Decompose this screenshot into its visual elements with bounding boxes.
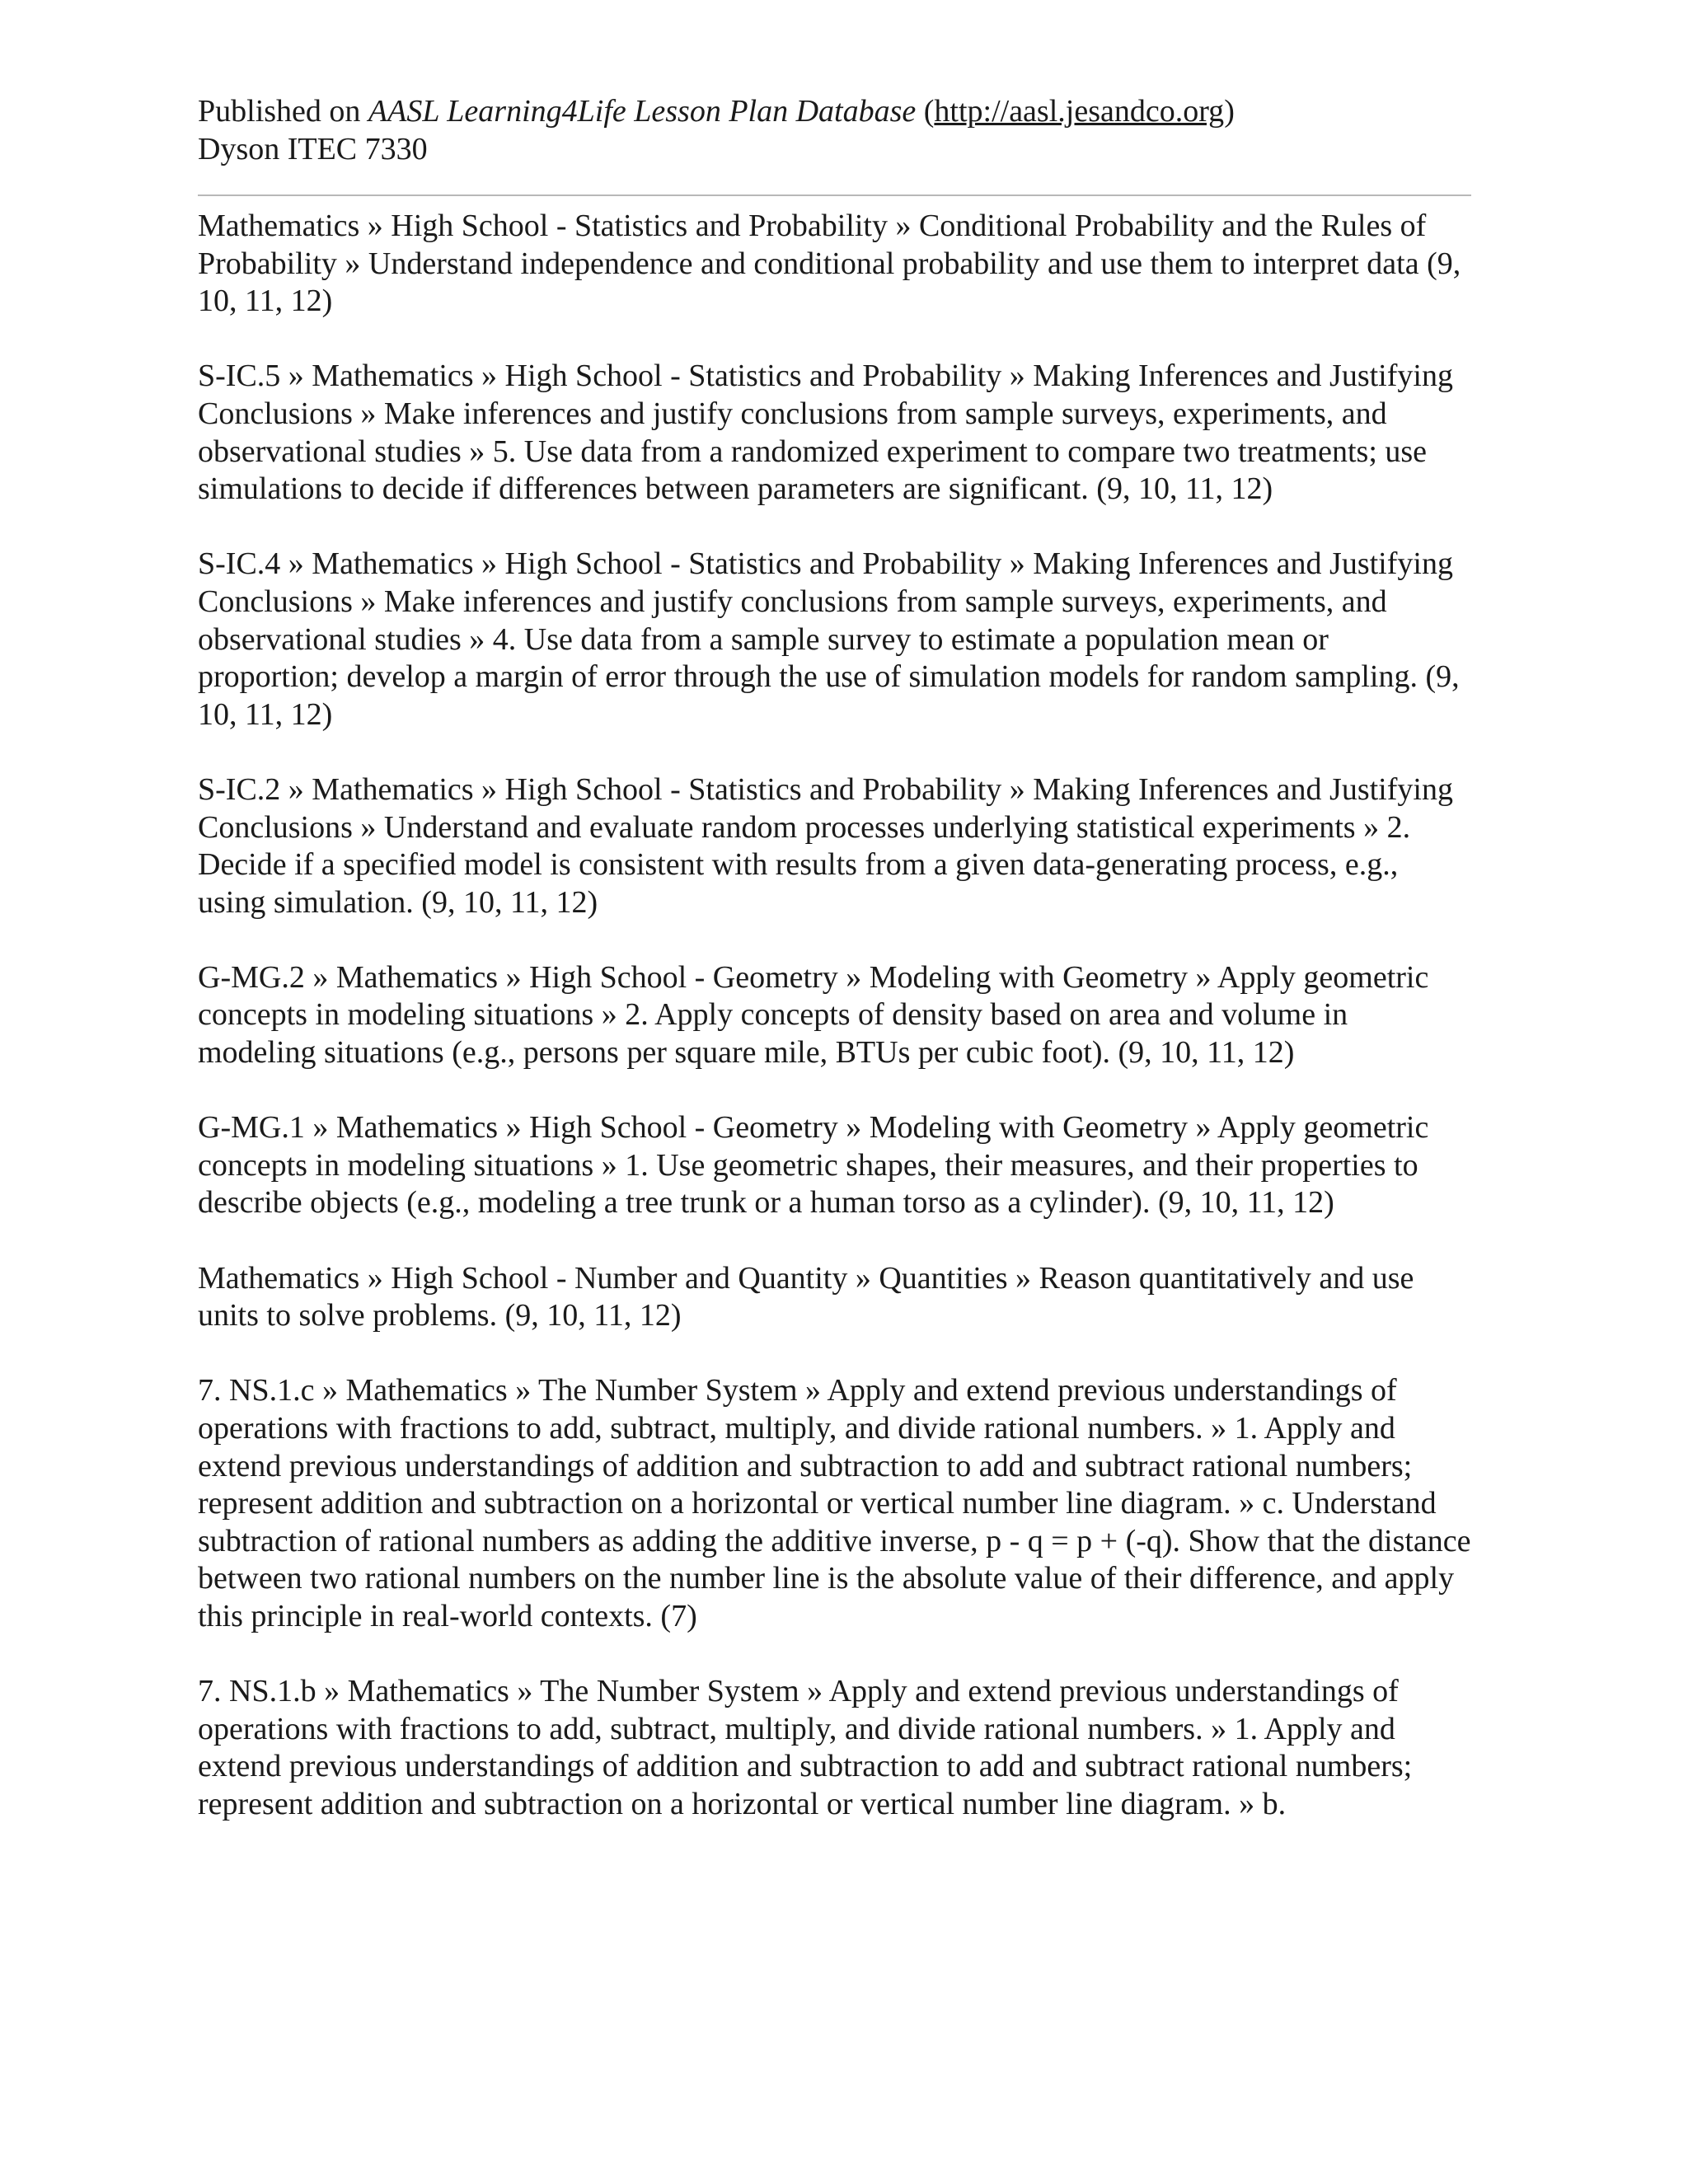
standard-entry: S-IC.5 » Mathematics » High School - Statistics and Probability » Making Inferences and Justifying Conclusions » Make inferences and justify conclusions from sample surveys, experiments, and observational studies » 5. Use data from a randomized experiment to compare two treatments; use simulations to decide if differences between parameters are significant. (9, 10, 11, 12)	[198, 359, 1453, 507]
standard-entry: S-IC.4 » Mathematics » High School - Statistics and Probability » Making Inferences and Justifying Conclusions » Make inferences and justify conclusions from sample surveys, experiments, and observational studies » 4. Use data from a sample survey to estimate a population mean or proportion; develop a margin of error through the use of simulation models for random sampling. (9, 10, 11, 12)	[198, 546, 1460, 732]
standards-list	[198, 208, 1471, 1824]
course-line: Dyson ITEC 7330	[198, 132, 428, 166]
document-page	[198, 92, 1471, 1861]
standard-entry: 7. NS.1.c » Mathematics » The Number System » Apply and extend previous understandings of operations with fractions to add, subtract, multiply, and divide rational numbers. » 1. Apply and extend previous understandings of addition and subtraction to add and subtract rational numbers; represent addition and subtraction on a horizontal or vertical number line diagram. » c. Understand subtraction of rational numbers as adding the additive inverse, p - q = p + (-q). Show that the distance between two rational numbers on the number line is the absolute value of their difference, and apply this principle in real-world contexts. (7)	[198, 1373, 1471, 1633]
standard-entry: S-IC.2 » Mathematics » High School - Statistics and Probability » Making Inferences and Justifying Conclusions » Understand and evaluate random processes underlying statistical experiments » 2. Decide if a specified model is consistent with results from a given data-generating process, e.g., using simulation. (9, 10, 11, 12)	[198, 771, 1453, 920]
link-close: )	[1224, 94, 1235, 129]
standard-entry: Mathematics » High School - Number and Quantity » Quantities » Reason quantitatively and use units to solve problems. (9, 10, 11, 12)	[198, 1260, 1414, 1333]
source-link[interactable]: http://aasl.jesandco.org	[934, 94, 1225, 129]
standard-entry: 7. NS.1.b » Mathematics » The Number System » Apply and extend previous understandings of operations with fractions to add, subtract, multiply, and divide rational numbers. » 1. Apply and extend previous understandings of addition and subtraction to add and subtract rational numbers; represent addition and subtraction on a horizontal or vertical number line diagram. » b.	[198, 1674, 1413, 1821]
published-prefix: Published on	[198, 94, 368, 129]
standard-entry: Mathematics » High School - Statistics and Probability » Conditional Probability and the Rules of Probability » Understand independence and conditional probability and use them to interpret data (9, 10, 11, 12)	[198, 209, 1461, 319]
standard-entry: G-MG.1 » Mathematics » High School - Geometry » Modeling with Geometry » Apply geometric concepts in modeling situations » 1. Use geometric shapes, their measures, and their properties to describe objects (e.g., modeling a tree trunk or a human torso as a cylinder). (9, 10, 11, 12)	[198, 1110, 1429, 1221]
standard-entry: G-MG.2 » Mathematics » High School - Geometry » Modeling with Geometry » Apply geometric concepts in modeling situations » 2. Apply concepts of density based on area and volume in modeling situations (e.g., persons per square mile, BTUs per cubic foot). (9, 10, 11, 12)	[198, 959, 1429, 1071]
published-line	[198, 92, 1471, 130]
database-name: AASL Learning4Life Lesson Plan Database	[368, 94, 917, 129]
header-divider	[198, 194, 1471, 196]
link-open: (	[916, 94, 935, 129]
